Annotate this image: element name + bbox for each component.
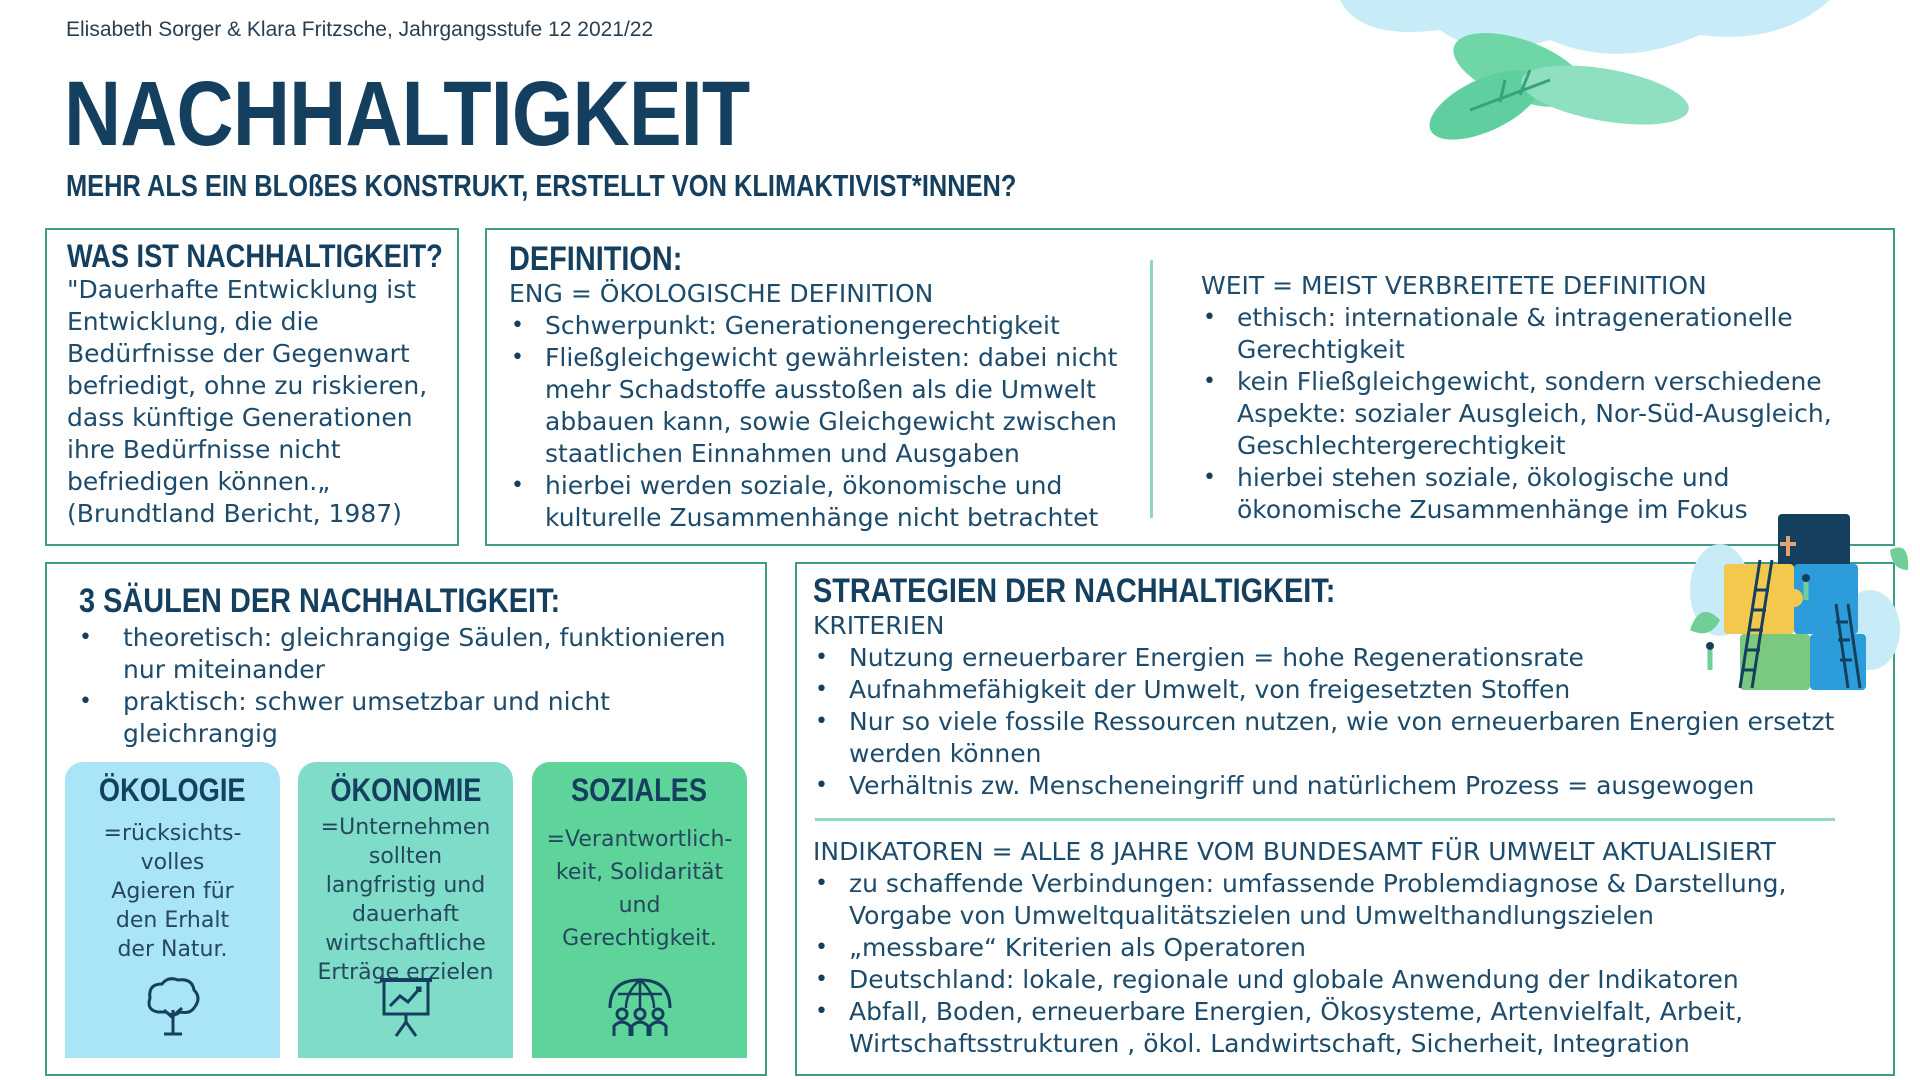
saeulen-list <box>77 622 757 750</box>
definition-heading: DEFINITION: <box>509 240 683 278</box>
weit-definition-heading: WEIT = MEIST VERBREITETE DEFINITION <box>1201 271 1707 300</box>
pillar-text: =Unternehmen sollten langfristig und dauerhaft wirtschaftliche Erträge erzielen <box>317 815 494 985</box>
saeulen-heading: 3 SÄULEN DER NACHHALTIGKEIT: <box>79 582 561 620</box>
tree-icon <box>140 974 206 1040</box>
pillar-text: =Verantwortlich- keit, Solidarität und Gerechtigkeit. <box>546 827 733 951</box>
list-item: • Deutschland: lokale, regionale und globale Anwendung der Indikatoren <box>813 964 1883 996</box>
list-item: • „messbare“ Kriterien als Operatoren <box>813 932 1883 964</box>
definition-box <box>485 228 1895 546</box>
strategien-divider <box>815 818 1835 821</box>
definition-divider <box>1150 260 1153 518</box>
indikatoren-list <box>813 868 1883 1060</box>
list-item: • theoretisch: gleichrangige Säulen, funktionieren nur miteinander <box>77 622 757 686</box>
page-title: NACHHALTIGKEIT <box>64 63 750 165</box>
pillar-oekologie <box>65 762 280 1058</box>
list-item: • Aufnahmefähigkeit der Umwelt, von freigesetzten Stoffen <box>813 674 1883 706</box>
author-line: Elisabeth Sorger & Klara Fritzsche, Jahrgangsstufe 12 2021/22 <box>66 18 654 41</box>
pillar-title: ÖKONOMIE <box>329 772 482 808</box>
puzzle-teamwork-illustration <box>1680 510 1910 700</box>
global-community-icon <box>604 974 676 1040</box>
list-item: • Verhältnis zw. Menscheneingriff und natürlichem Prozess = ausgewogen <box>813 770 1883 802</box>
pillar-title: ÖKOLOGIE <box>99 772 246 808</box>
was-ist-heading: WAS IST NACHHALTIGKEIT? <box>67 238 443 274</box>
kriterien-heading: KRITERIEN <box>813 611 945 640</box>
brundtland-quote: "Dauerhafte Entwicklung ist Entwicklung, die die Bedürfnisse der Gegenwart befriedigt, ohne zu riskieren, dass künftige Generationen ihre Bedürfnisse nicht befriedigen können.„ (Brundtland Bericht, 1987) <box>67 275 428 528</box>
weit-definition-list <box>1201 302 1881 526</box>
eng-definition-list <box>509 310 1149 534</box>
list-item: • praktisch: schwer umsetzbar und nicht gleichrangig <box>77 686 757 750</box>
page-subtitle: MEHR ALS EIN BLOßES KONSTRUKT, ERSTELLT VON KLIMAKTIVIST*INNEN? <box>66 168 1017 203</box>
pillar-text: =rücksichts- volles Agieren für den Erhalt der Natur. <box>103 821 242 962</box>
list-item: • Nur so viele fossile Ressourcen nutzen, wie von erneuerbaren Energien ersetzt werden können <box>813 706 1883 770</box>
list-item: • Schwerpunkt: Generationengerechtigkeit <box>509 310 1149 342</box>
strategien-heading: STRATEGIEN DER NACHHALTIGKEIT: <box>813 572 1336 610</box>
indikatoren-heading: INDIKATOREN = ALLE 8 JAHRE VOM BUNDESAMT FÜR UMWELT AKTUALISIERT <box>813 837 1776 866</box>
list-item: • kein Fließgleichgewicht, sondern verschiedene Aspekte: sozialer Ausgleich, Nor-Süd-Ausgleich, Geschlechtergerechtigkeit <box>1201 366 1881 462</box>
presentation-chart-icon <box>376 974 436 1040</box>
list-item: • Abfall, Boden, erneuerbare Energien, Ökosysteme, Artenvielfalt, Arbeit, Wirtschaftsstrukturen , ökol. Landwirtschaft, Sicherheit, Integration <box>813 996 1883 1060</box>
eng-definition-heading: ENG = ÖKOLOGISCHE DEFINITION <box>509 279 934 308</box>
list-item: • hierbei stehen soziale, ökologische und ökonomische Zusammenhänge im Fokus <box>1201 462 1881 526</box>
list-item: • Nutzung erneuerbarer Energien = hohe Regenerationsrate <box>813 642 1883 674</box>
list-item: • hierbei werden soziale, ökonomische und kulturelle Zusammenhänge nicht betrachtet <box>509 470 1149 534</box>
pillar-oekonomie <box>298 762 513 1058</box>
list-item: • Fließgleichgewicht gewährleisten: dabei nicht mehr Schadstoffe ausstoßen als die Umwelt abbauen kann, sowie Gleichgewicht zwischen staatlichen Einnahmen und Ausgaben <box>509 342 1149 470</box>
list-item: • ethisch: internationale & intragenerationelle Gerechtigkeit <box>1201 302 1881 366</box>
pillar-title: SOZIALES <box>571 772 708 808</box>
pillar-soziales <box>532 762 747 1058</box>
list-item: • zu schaffende Verbindungen: umfassende Problemdiagnose & Darstellung, Vorgabe von Umweltqualitätszielen und Umwelthandlungszielen <box>813 868 1883 932</box>
was-ist-box <box>45 228 459 546</box>
cloud-leaves-illustration <box>1320 0 1920 170</box>
